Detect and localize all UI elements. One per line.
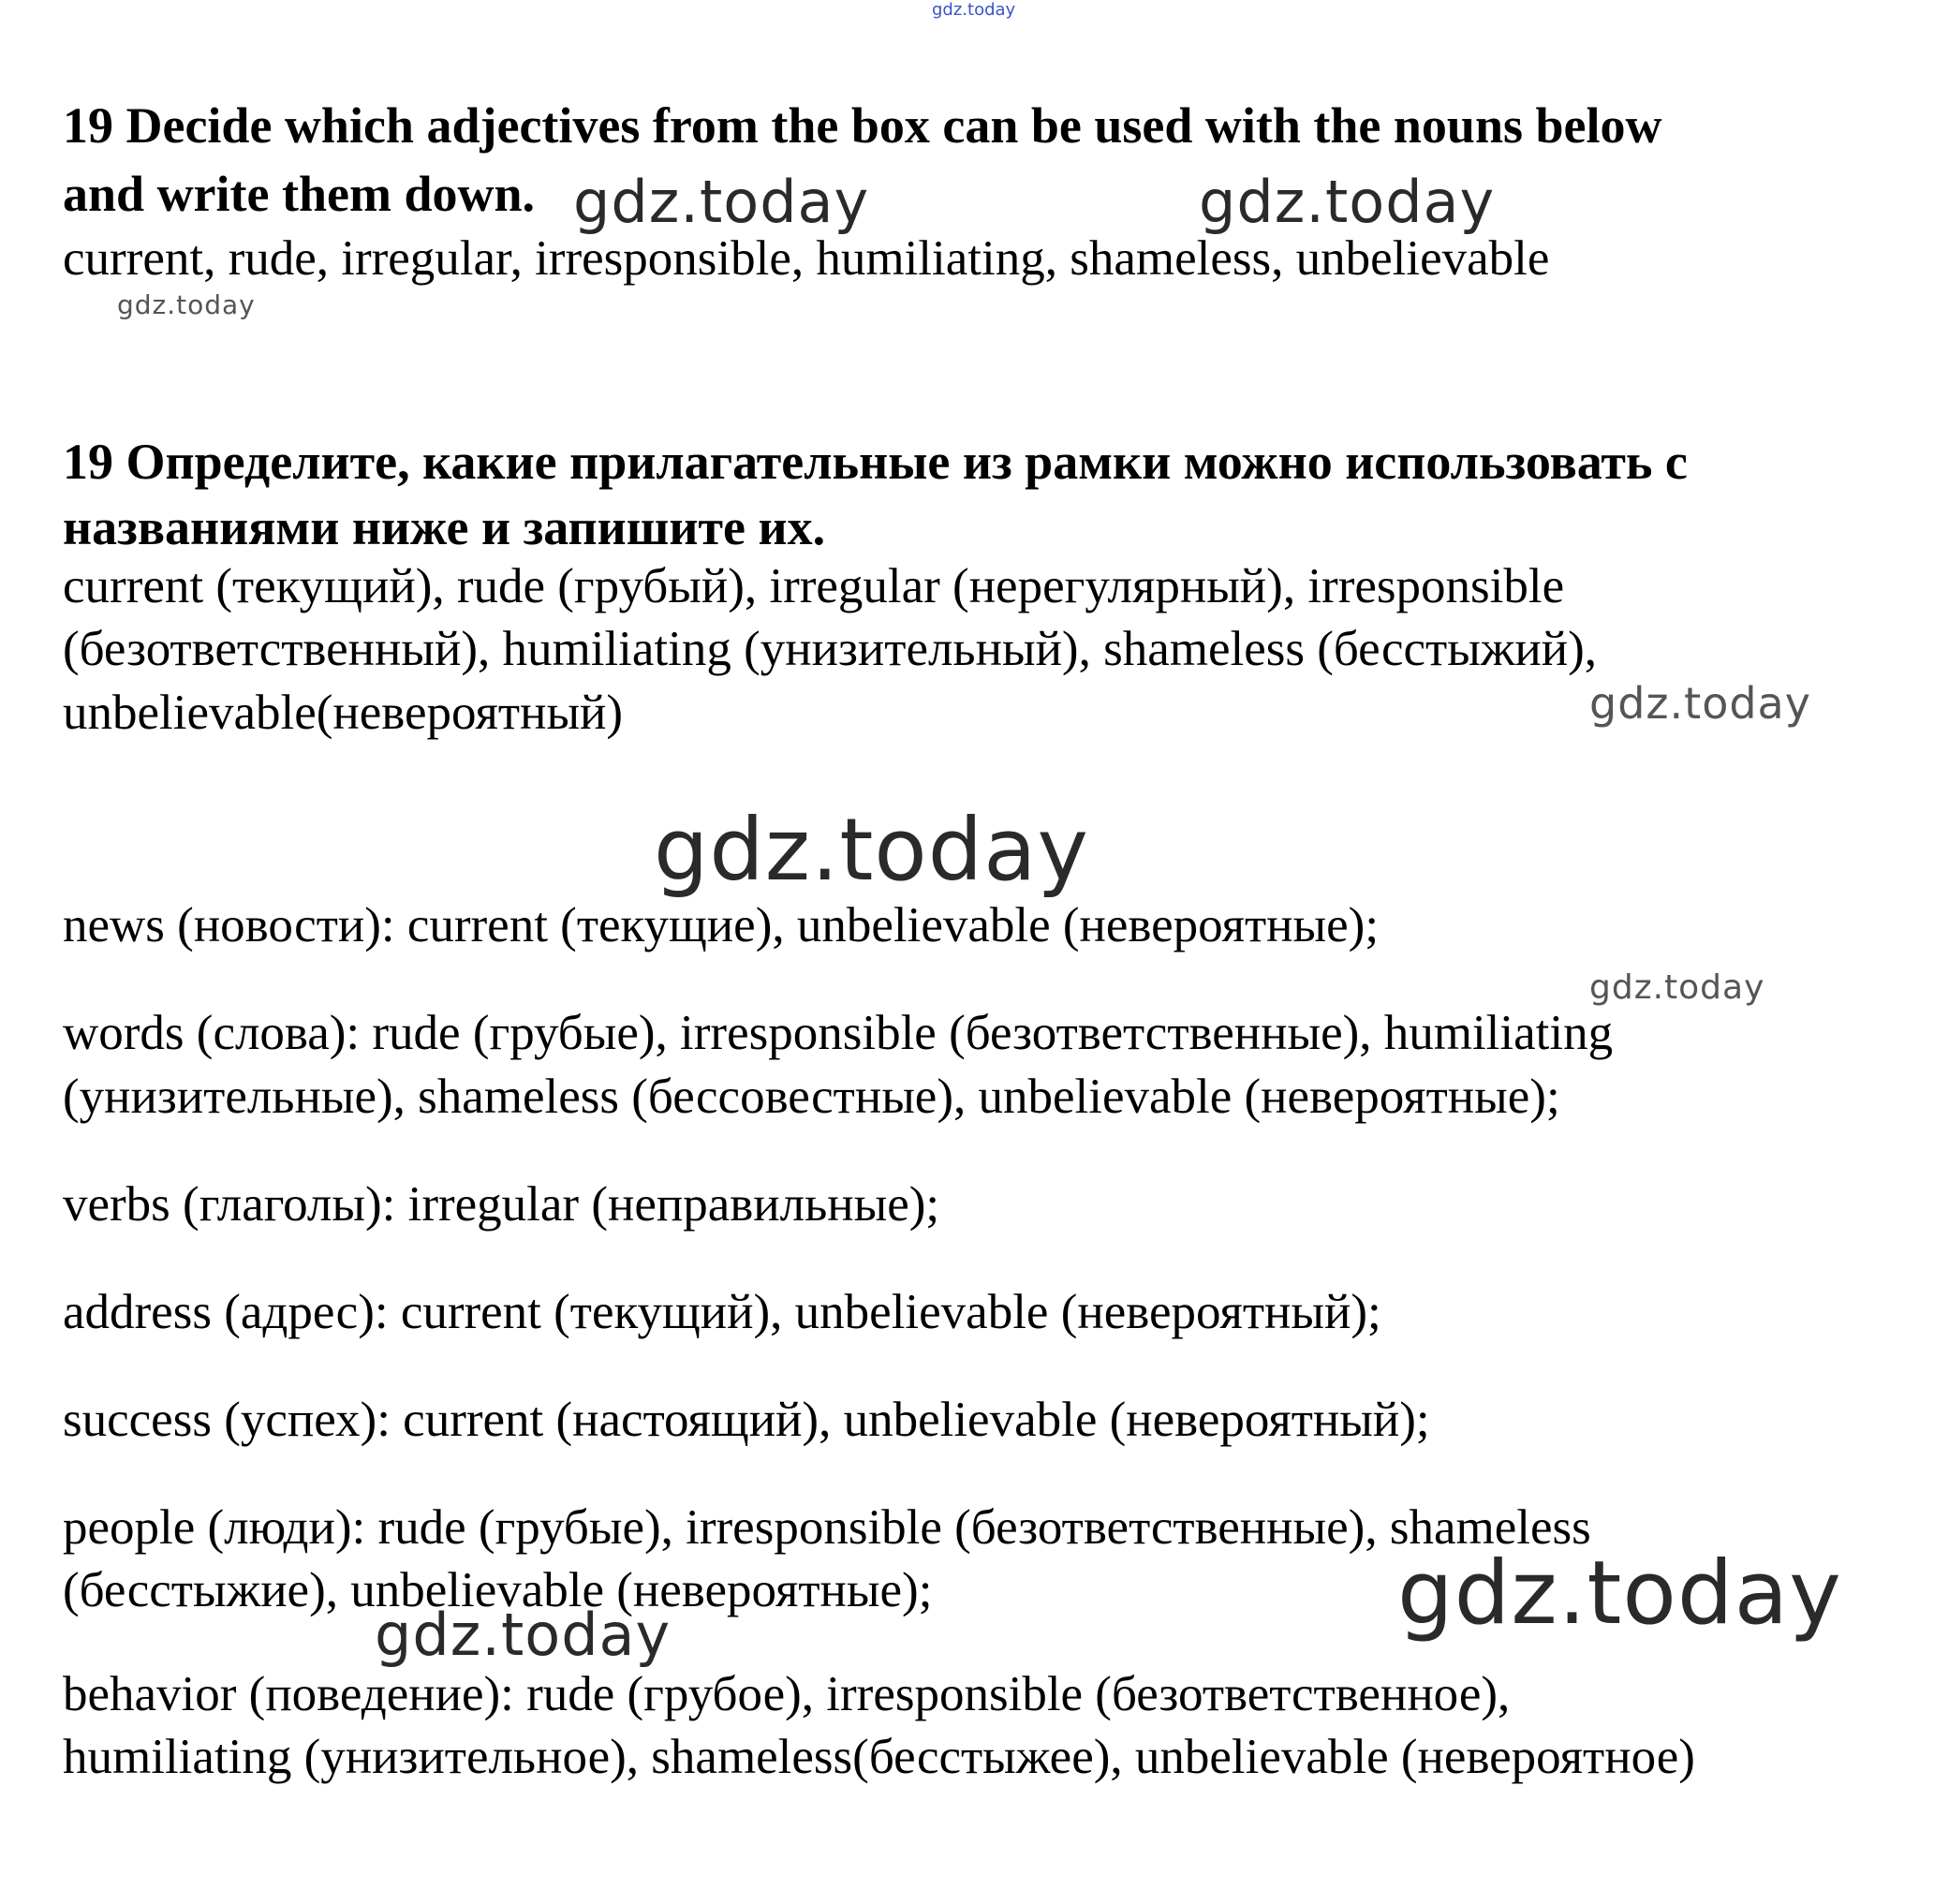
answer-address: address (адрес): current (текущий), unbelievable (невероятный); <box>63 1285 1381 1339</box>
translation-line: (безответственный), humiliating (унизительный), shameless (бесстыжий), <box>63 622 1598 676</box>
answer-verbs: verbs (глаголы): irregular (неправильные); <box>63 1177 940 1232</box>
translation-line: current (текущий), rude (грубый), irregular (нерегулярный), irresponsible <box>63 559 1565 613</box>
translation-line: unbelievable(невероятный) <box>63 686 624 740</box>
answer-news: news (новости): current (текущие), unbelievable (невероятные); <box>63 898 1380 952</box>
watermark: gdz.today <box>1589 678 1811 729</box>
watermark: gdz.today <box>1397 1542 1842 1645</box>
answer-words-line1: words (слова): rude (грубые), irresponsible (безответственные), humiliating <box>63 1006 1614 1060</box>
watermark: gdz.today <box>1199 168 1496 236</box>
exercise-heading-en-line1: 19 Decide which adjectives from the box can be used with the nouns below <box>63 97 1662 154</box>
answer-words-line2: (унизительные), shameless (бессовестные), unbelievable (невероятные); <box>63 1070 1560 1124</box>
exercise-heading-ru-line1: 19 Определите, какие прилагательные из рамки можно использовать с <box>63 434 1688 490</box>
answer-success: success (успех): current (настоящий), unbelievable (невероятный); <box>63 1393 1430 1447</box>
watermark-top: gdz.today <box>932 0 1016 20</box>
watermark: gdz.today <box>573 168 870 236</box>
adjective-box-words: current, rude, irregular, irresponsible, humiliating, shameless, unbelievable <box>63 231 1550 286</box>
exercise-heading-en-line2: and write them down. <box>63 166 536 222</box>
watermark: gdz.today <box>1589 968 1765 1007</box>
answer-behavior-line2: humiliating (унизительное), shameless(бесстыжее), unbelievable (невероятное) <box>63 1730 1695 1784</box>
answer-people-line2: (бесстыжие), unbelievable (невероятные); <box>63 1563 933 1617</box>
exercise-heading-ru-line2: названиями ниже и запишите их. <box>63 499 826 555</box>
answer-behavior-line1: behavior (поведение): rude (грубое), irresponsible (безответственное), <box>63 1667 1511 1721</box>
answer-people-line1: people (люди): rude (грубые), irresponsible (безответственные), shameless <box>63 1500 1591 1555</box>
watermark: gdz.today <box>117 289 256 320</box>
watermark: gdz.today <box>654 800 1089 900</box>
watermark: gdz.today <box>375 1601 672 1669</box>
